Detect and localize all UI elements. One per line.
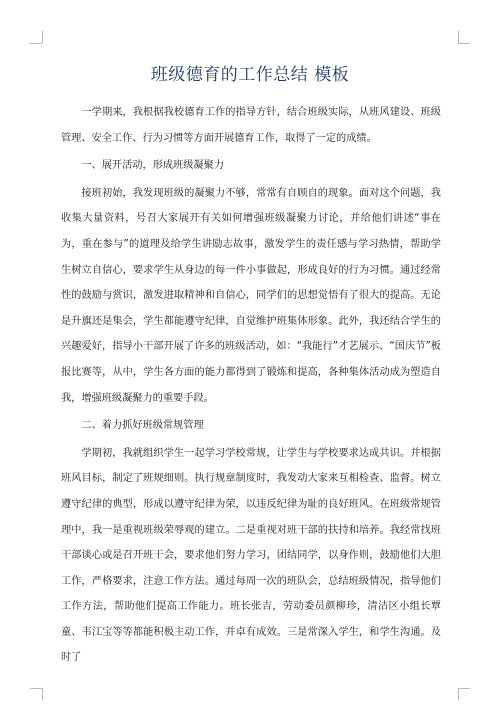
section-heading-2: 二、着力抓好班级常规管理 — [81, 420, 204, 432]
document-title: 班级德育的工作总结 模板 — [150, 65, 350, 85]
crop-mark-top-left-v — [42, 31, 43, 43]
crop-mark-top-left-h — [30, 43, 42, 44]
crop-mark-top-right-v — [458, 31, 459, 43]
crop-mark-bottom-right-v — [458, 688, 459, 700]
document-body — [61, 100, 441, 673]
crop-mark-bottom-left-h — [30, 688, 42, 689]
section-2-paragraph: 学期初，我就组织学生一起学习学校常规，让学生与学校要求达成共识。并根据班风目标，制定了班规细则。执行规章制度时，我发动大家来互相检查、监督。树立遵守纪律的典型，形成以遵守纪律为荣，以违反纪律为耻的良好班风。在班级常规管理中，我一是重视班级荣辱观的建立。二是重视对班干部的扶持和培养。我经常找班干部谈心或是召开班干会，要求他们努力学习，团结同学，以身作则，鼓励他们大胆工作，严格要求，注意工作方法。通过每周一次的班队会，总结班级情况，指导他们工作方法，帮助他们提高工作能力。班长张吉，劳动委员颜柳珍，清洁区小组长覃童、韦江宝等等都能积极主动工作，并卓有成效。三是常深入学生，和学生沟通。及时了 — [61, 447, 441, 664]
crop-mark-bottom-right-h — [458, 688, 470, 689]
crop-mark-bottom-left-v — [42, 688, 43, 700]
section-1-paragraph: 接班初始，我发现班级的凝聚力不够，常常有自顾自的现象。面对这个问题，我收集大量资料，号召大家展开有关如何增强班级凝聚力讨论，并给他们讲述“事在为，重在参与”的道理及给学生讲励志故事，激发学生的责任感与学习热情，帮助学生树立自信心，要求学生从身边的每一件小事做起，形成良好的行为习惯。通过经常性的鼓励与赏识，激发进取精神和自信心，同学们的思想觉悟有了很大的提高。无论是升旗还是集会，学生都能遵守纪律，自觉维护班集体形象。此外，我还结合学生的兴趣爱好，指导小干部开展了许多的班级活动，如：“我能行”才艺展示、“国庆节”板报比赛等，从中，学生各方面的能力都得到了锻炼和提高，各种集体活动成为塑造自我，增强班级凝聚力的重要手段。 — [61, 187, 441, 404]
intro-paragraph: 一学期来，我根据我校德育工作的指导方针，结合班级实际，从班风建设、班级管理、安全工作、行为习惯等方面开展德育工作，取得了一定的成绩。 — [61, 107, 441, 144]
section-heading-1: 一、展开活动，形成班级凝聚力 — [81, 160, 225, 172]
crop-mark-top-right-h — [458, 43, 470, 44]
